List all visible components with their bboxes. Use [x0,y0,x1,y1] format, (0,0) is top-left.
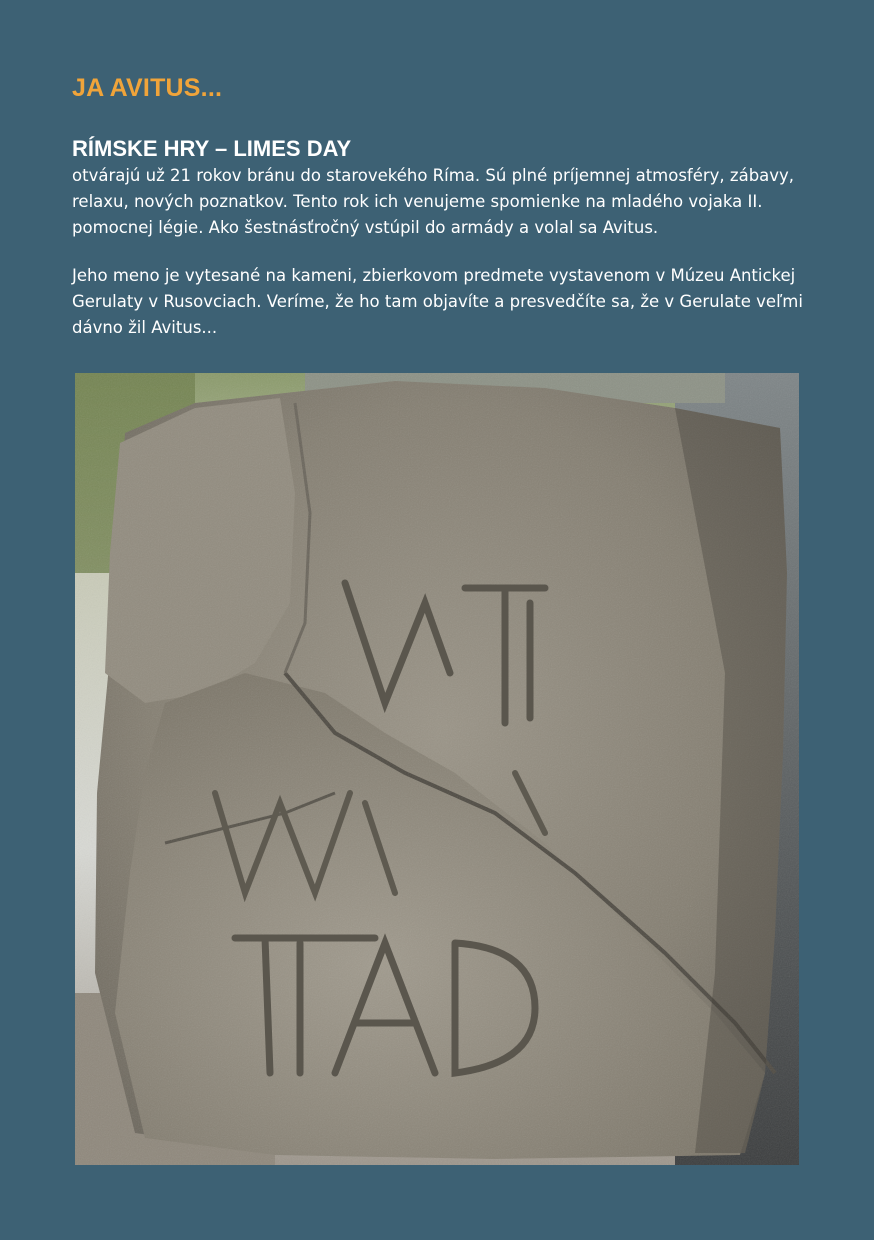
stone-illustration [75,373,799,1165]
museum-paragraph: Jeho meno je vytesané na kameni, zbierkovom predmete vystavenom v Múzeu Antickej Gerulaty v Rusovciach. Veríme, že ho tam objavíte a presvedčíte sa, že v Gerulate veľmi dávno žil Avitus... [72,266,803,337]
inscribed-stone-photo [75,373,799,1165]
intro-paragraph: otvárajú už 21 rokov bránu do starovekého Ríma. Sú plné príjemnej atmosféry, zábavy, relaxu, nových poznatkov. Tento rok ich venujeme spomienke na mladého vojaka II. pomocnej légie. Ako šestnásťročný vstúpil do armády a volal sa Avitus. [72,166,795,237]
stone-texture [75,373,799,1165]
page-title: JA AVITUS... [72,74,223,102]
section-subtitle: RÍMSKE HRY – LIMES DAY [72,136,352,161]
